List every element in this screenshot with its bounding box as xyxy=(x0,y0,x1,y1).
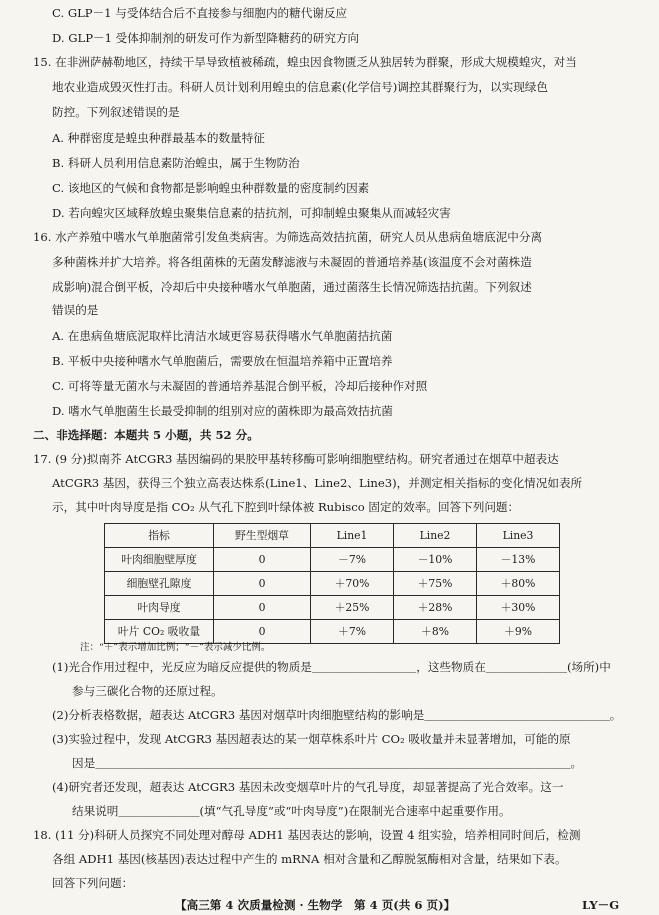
table-cell: ＋8% xyxy=(394,620,477,644)
table-cell: 0 xyxy=(214,548,311,572)
q17-sub-3: (3)实验过程中，发现 AtCGR3 基因超表达的某一烟草株系叶片 CO₂ 吸收量并未显著增加，可能的原 xyxy=(52,732,571,746)
paper-code: LY－G xyxy=(582,898,620,912)
section-heading: 二、非选择题：本题共 5 小题，共 52 分。 xyxy=(33,428,259,442)
table-header: 野生型烟草 xyxy=(214,524,311,548)
table-cell: 叶片 CO₂ 吸收量 xyxy=(105,620,214,644)
table-cell: ＋80% xyxy=(477,572,560,596)
table-cell: 0 xyxy=(214,572,311,596)
table-cell: －7% xyxy=(311,548,394,572)
table-cell: 叶肉细胞壁厚度 xyxy=(105,548,214,572)
q17-sub-2: (2)分析表格数据，超表达 AtCGR3 基因对烟草叶肉细胞壁结构的影响是＿＿＿＿＿＿＿＿＿＿＿＿＿＿＿＿。 xyxy=(52,708,622,722)
table-header: Line1 xyxy=(311,524,394,548)
q16-option-b: B. 平板中央接种嗜水气单胞菌后，需要放在恒温培养箱中正置培养 xyxy=(52,354,393,368)
q15-option-d: D. 若向蝗灾区域释放蝗虫聚集信息素的拮抗剂，可抑制蝗虫聚集从而减轻灾害 xyxy=(52,206,451,220)
q15-option-c: C. 该地区的气候和食物都是影响蝗虫种群数量的密度制约因素 xyxy=(52,181,370,195)
page-footer: 【高三第 4 次质量检测 · 生物学 第 4 页(共 6 页)】 xyxy=(175,898,456,912)
table-header-row xyxy=(105,524,560,548)
table-cell: ＋25% xyxy=(311,596,394,620)
q16-option-c: C. 可将等量无菌水与未凝固的普通培养基混合倒平板，冷却后接种作对照 xyxy=(52,379,428,393)
option-c-prev: C. GLP－1 与受体结合后不直接参与细胞内的糖代谢反应 xyxy=(52,6,348,20)
q16-line-4: 错误的是 xyxy=(52,303,99,317)
q16-line-3: 成影响)混合倒平板，冷却后中央接种嗜水气单胞菌，通过菌落生长情况筛选拮抗菌。下列叙述 xyxy=(52,280,532,294)
table-cell: 0 xyxy=(214,620,311,644)
q17-sub-1-cont: 参与三碳化合物的还原过程。 xyxy=(72,684,223,698)
table-cell: ＋70% xyxy=(311,572,394,596)
q16-option-a: A. 在患病鱼塘底泥取样比清洁水域更容易获得嗜水气单胞菌拮抗菌 xyxy=(52,329,393,343)
q16-option-d: D. 嗜水气单胞菌生长最受抑制的组别对应的菌株即为最高效拮抗菌 xyxy=(52,404,393,418)
table-cell: ＋28% xyxy=(394,596,477,620)
table-cell: ＋30% xyxy=(477,596,560,620)
table-cell: －13% xyxy=(477,548,560,572)
q18-line-2: 各组 ADH1 基因(核基因)表达过程中产生的 mRNA 相对含量和乙醇脱氢酶相对含量，结果如下表。 xyxy=(52,852,567,866)
q15-option-b: B. 科研人员利用信息素防治蝗虫，属于生物防治 xyxy=(52,156,300,170)
table-cell: ＋9% xyxy=(477,620,560,644)
table-row xyxy=(105,572,560,596)
table-cell: －10% xyxy=(394,548,477,572)
table-header: Line3 xyxy=(477,524,560,548)
table-cell: 叶肉导度 xyxy=(105,596,214,620)
table-cell: ＋7% xyxy=(311,620,394,644)
q17-line-2: AtCGR3 基因，获得三个独立高表达株系(Line1、Line2、Line3)，并测定相关指标的变化情况如表所 xyxy=(52,476,583,490)
table-note: 注：“＋”表示增加比例；“－”表示减少比例。 xyxy=(80,642,271,653)
q17-line-3: 示，其中叶肉导度是指 CO₂ 从气孔下腔到叶绿体被 Rubisco 固定的效率。回答下列问题： xyxy=(52,500,520,514)
table-cell: 0 xyxy=(214,596,311,620)
table-row xyxy=(105,596,560,620)
q17-data-table xyxy=(104,523,560,644)
q15-line-2: 地农业造成毁灭性打击。科研人员计划利用蝗虫的信息素(化学信号)调控其群聚行为，以实现绿色 xyxy=(52,80,548,94)
q16-line-1: 16. 水产养殖中嗜水气单胞菌常引发鱼类病害。为筛选高效拮抗菌，研究人员从患病鱼塘底泥中分离 xyxy=(33,230,543,244)
table-header: Line2 xyxy=(394,524,477,548)
q15-option-a: A. 种群密度是蝗虫种群最基本的数量特征 xyxy=(52,131,265,145)
q15-line-1: 15. 在非洲萨赫勒地区，持续干旱导致植被稀疏，蝗虫因食物匮乏从独居转为群聚，形成大规模蝗灾，对当 xyxy=(33,55,577,69)
q17-sub-3-cont: 因是＿＿＿＿＿＿＿＿＿＿＿＿＿＿＿＿＿＿＿＿＿＿＿＿＿＿＿＿＿＿＿＿＿＿＿＿＿＿＿＿＿。 xyxy=(72,756,583,770)
q18-line-1: 18. (11 分)科研人员探究不同处理对醇母 ADH1 基因表达的影响，设置 4 组实验，培养相同时间后，检测 xyxy=(33,828,581,842)
q15-line-3: 防控。下列叙述错误的是 xyxy=(52,105,180,119)
table-cell: ＋75% xyxy=(394,572,477,596)
table-header: 指标 xyxy=(105,524,214,548)
table-row xyxy=(105,548,560,572)
table-cell: 细胞壁孔隙度 xyxy=(105,572,214,596)
q17-line-1: 17. (9 分)拟南芥 AtCGR3 基因编码的果胶甲基转移酶可影响细胞壁结构。研究者通过在烟草中超表达 xyxy=(33,452,559,466)
q18-line-3: 回答下列问题： xyxy=(52,876,134,890)
option-d-prev: D. GLP－1 受体抑制剂的研发可作为新型降糖药的研究方向 xyxy=(52,31,360,45)
q16-line-2: 多种菌株并扩大培养。将各组菌株的无菌发酵滤液与未凝固的普通培养基(该温度不会对菌株造 xyxy=(52,255,532,269)
q17-sub-1: (1)光合作用过程中，光反应为暗反应提供的物质是＿＿＿＿＿＿＿＿＿，这些物质在＿＿＿＿＿＿＿(场所)中 xyxy=(52,660,611,674)
q17-sub-4: (4)研究者还发现，超表达 AtCGR3 基因未改变烟草叶片的气孔导度，却显著提高了光合效率。这一 xyxy=(52,780,564,794)
q17-sub-4-cont: 结果说明＿＿＿＿＿＿＿(填“气孔导度”或“叶肉导度”)在限制光合速率中起重要作用。 xyxy=(72,804,511,818)
